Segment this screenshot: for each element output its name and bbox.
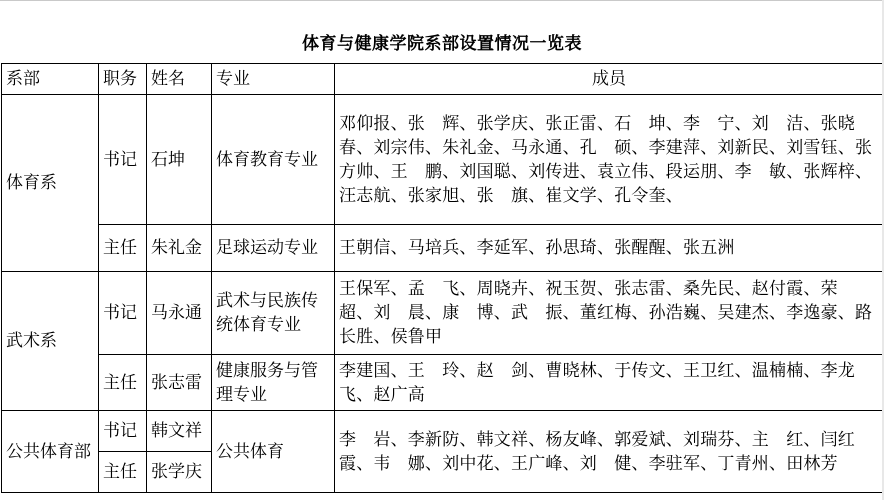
department-table [1,63,884,493]
major-cell: 健康服务与管理专业 [212,355,335,411]
table-row [2,272,884,355]
table-row [2,95,884,225]
header-major: 专业 [212,64,335,95]
table-row [2,225,884,272]
role-cell: 主任 [99,225,147,272]
person-cell: 马永通 [147,272,212,355]
members-cell: 李建国、王 玲、赵 剑、曹晓林、于传文、王卫红、温楠楠、李龙飞、赵广高 [335,355,884,411]
major-cell: 武术与民族传统体育专业 [212,272,335,355]
role-cell: 书记 [99,272,147,355]
person-cell: 韩文祥 [147,411,212,452]
header-role: 职务 [99,64,147,95]
members-cell: 邓仰报、张 辉、张学庆、张正雷、石 坤、李 宁、刘 洁、张晓春、刘宗伟、朱礼金、马永通、孔 硕、李建萍、刘新民、刘雪钰、张方帅、王 鹏、刘国聪、刘传进、袁立伟、段运朋、李 敏、张辉梓、汪志航、张家旭、张 旗、崔文学、孔令奎、 [335,95,884,225]
role-cell: 书记 [99,95,147,225]
header-row [2,64,884,95]
members-cell: 李 岩、李新防、韩文祥、杨友峰、郭爱斌、刘瑞芬、主 红、闫红霞、韦 娜、刘中花、王广峰、刘 健、李驻军、丁青州、田林芳 [335,411,884,493]
top-divider [0,0,884,1]
role-cell: 主任 [99,452,147,493]
person-cell: 朱礼金 [147,225,212,272]
role-cell: 主任 [99,355,147,411]
person-cell: 石坤 [147,95,212,225]
table-row [2,411,884,452]
table-row [2,355,884,411]
major-cell: 公共体育 [212,411,335,493]
person-cell: 张学庆 [147,452,212,493]
dept-cell: 武术系 [2,272,99,411]
header-dept: 系部 [2,64,99,95]
role-cell: 书记 [99,411,147,452]
person-cell: 张志雷 [147,355,212,411]
major-cell: 体育教育专业 [212,95,335,225]
members-cell: 王保军、孟 飞、周晓卉、祝玉贺、张志雷、桑先民、赵付霞、荣 超、刘 晨、康 博、武 振、董红梅、孙浩巍、吴建杰、李逸豪、路长胜、侯鲁甲 [335,272,884,355]
header-members: 成员 [335,64,884,95]
header-name: 姓名 [147,64,212,95]
members-cell: 王朝信、马培兵、李延军、孙思琦、张醒醒、张五洲 [335,225,884,272]
dept-cell: 体育系 [2,95,99,272]
major-cell: 足球运动专业 [212,225,335,272]
dept-cell: 公共体育部 [2,411,99,493]
table-title: 体育与健康学院系部设置情况一览表 [302,34,582,54]
